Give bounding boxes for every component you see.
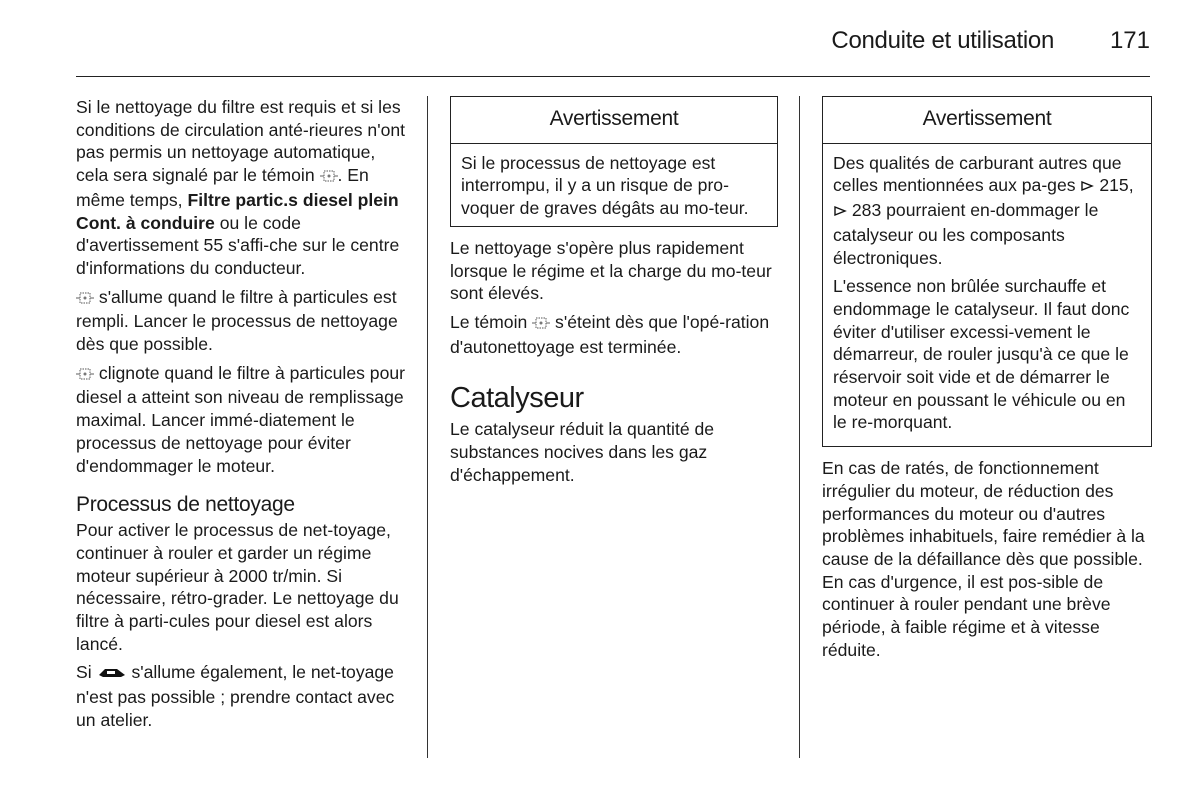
column-1 xyxy=(76,96,408,738)
paragraph: Si s'allume également, le net-toyage n'est pas possible ; prendre contact avec un atelier. xyxy=(76,662,395,730)
warning-box xyxy=(450,96,778,227)
warning-box xyxy=(822,96,1152,447)
particle-filter-icon xyxy=(532,313,550,336)
warning-body xyxy=(823,144,1151,446)
paragraph: Pour activer le processus de net-toyage, continuer à rouler et garder un régime moteur supérieur à 2000 tr/min. Si nécessaire, rétro-grader. Le nettoyage du filtre à parti-cules pour diesel est alors lancé. xyxy=(76,520,399,654)
column-divider xyxy=(427,96,428,758)
particle-filter-icon xyxy=(76,364,94,387)
engine-warning-icon xyxy=(97,663,127,686)
paragraph: L'essence non brûlée surchauffe et endommage le catalyseur. Il faut donc éviter d'utiliser excessi-vement le démarreur, de rouler jusqu'à ce que le réservoir soit vide et de démarrer le moteur en poussant le véhicule ou en le re-morquant. xyxy=(833,276,1130,433)
warning-title: Avertissement xyxy=(823,97,1151,144)
paragraph: En cas de ratés, de fonctionnement irrégulier du moteur, de réduction des performances du moteur ou d'autres problèmes inhabituels, faire remédier à la cause de la défaillance dès que possible. En cas d'urgence, il est pos-sible de continuer à rouler pendant une brève période, à faible régime et à vitesse réduite. xyxy=(822,458,1145,660)
paragraph: Le témoin s'éteint dès que l'opé-ration d'autonettoyage est terminée. xyxy=(450,311,770,357)
warning-text: Si le processus de nettoyage est interrompu, il y a un risque de pro-voquer de graves dégâts au mo-teur. xyxy=(461,152,749,219)
warning-title: Avertissement xyxy=(451,97,777,144)
column-2 xyxy=(450,96,778,492)
page-title: Conduite et utilisation xyxy=(831,27,1054,54)
particle-filter-icon xyxy=(76,288,94,311)
paragraph: Le catalyseur réduit la quantité de substances nocives dans les gaz d'échappement. xyxy=(450,419,715,485)
paragraph: Le nettoyage s'opère plus rapidement lorsque le régime et la charge du mo-teur sont élevés. xyxy=(450,237,772,304)
subheading: Processus de nettoyage xyxy=(76,493,295,517)
page-ref-arrow-icon[interactable] xyxy=(833,201,847,224)
paragraph: Des qualités de carburant autres que celles mentionnées aux pa-ges 215, 283 pourraient en-dommager le catalyseur ou les composants électroniques. xyxy=(833,152,1134,268)
paragraph: Si le nettoyage du filtre est requis et si les conditions de circulation anté-rieures n'ont pas permis un nettoyage automatique, cela sera signalé par le témoin . En même temps, Filtre partic.s diesel plein Cont. à conduire ou le code d'avertissement 55 s'affi-che sur le centre d'informations du conducteur. xyxy=(76,97,406,278)
particle-filter-icon xyxy=(320,166,338,189)
page-header xyxy=(76,24,1150,77)
column-divider xyxy=(799,96,800,758)
paragraph: s'allume quand le filtre à particules est rempli. Lancer le processus de nettoyage dès que possible. xyxy=(76,286,398,355)
page-ref-arrow-icon[interactable] xyxy=(1080,176,1094,199)
page-number: 171 xyxy=(1109,27,1150,54)
section-heading: Catalyseur xyxy=(450,382,584,415)
paragraph: clignote quand le filtre à particules pour diesel a atteint son niveau de remplissage maximal. Lancer immé-diatement le processus de nettoyage pour éviter d'endommager le moteur. xyxy=(76,362,406,476)
column-3 xyxy=(822,96,1152,667)
